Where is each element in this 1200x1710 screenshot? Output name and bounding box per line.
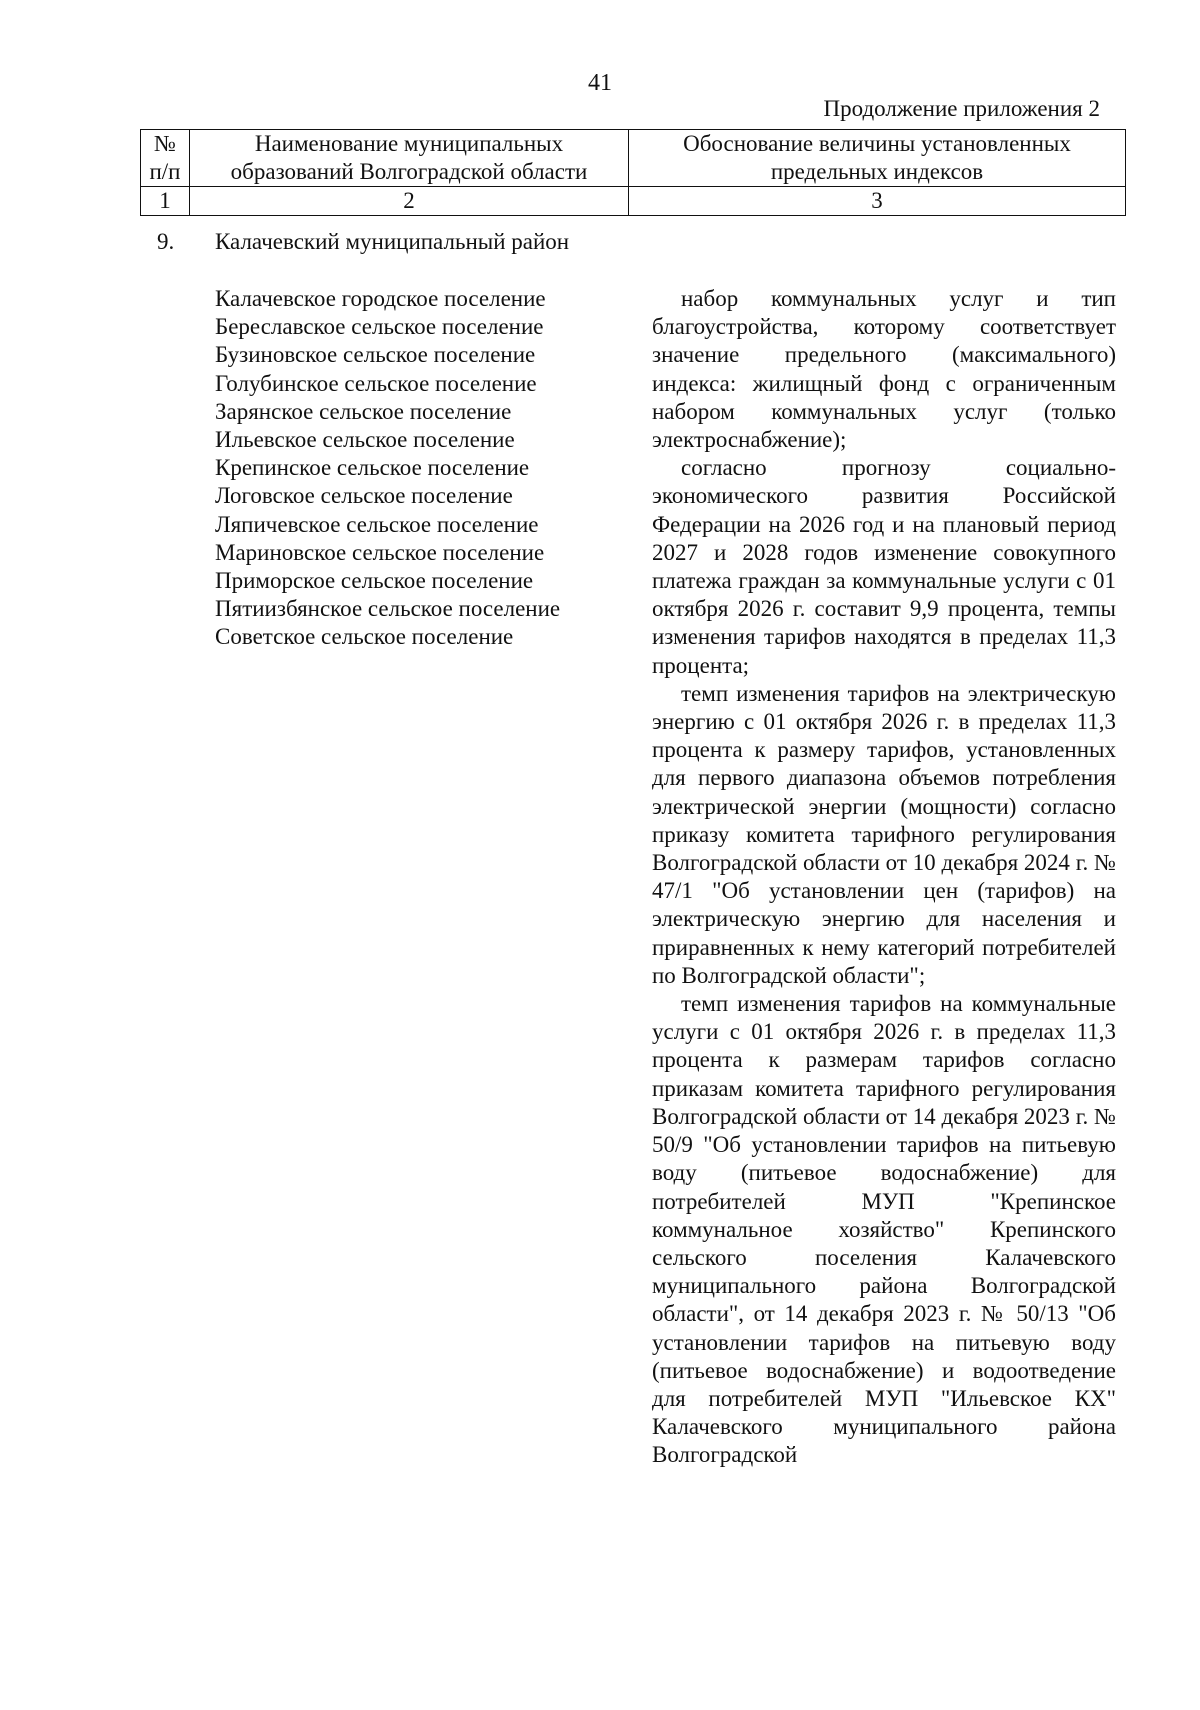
justification-paragraph: согласно прогнозу социально-экономического развития Российской Федерации на 2026 год и на плановый период 2027 и 2028 годов изменение совокупного платежа граждан за коммунальные услуги с 01 октября 2026 г. составит 9,9 процента, темпы изменения тарифов находятся в пределах 11,3 процента;	[652, 455, 1116, 678]
page-number: 41	[588, 70, 612, 96]
list-item: Голубинское сельское поселение	[215, 370, 537, 396]
header-justification-column: Обоснование величины установленных предельных индексов	[629, 130, 1126, 187]
justification-paragraph: темп изменения тарифов на электрическую энергию с 01 октября 2026 г. в пределах 11,3 процента к размеру тарифов, установленных для первого диапазона объемов потребления электрической энергии (мощности) согласно приказу комитета тарифного регулирования Волгоградской области от 10 декабря 2024 г. № 47/1 "Об установлении цен (тарифов) на электрическую энергию для населения и приравненных к нему категорий потребителей по Волгоградской области";	[652, 680, 1116, 988]
table-header	[140, 129, 1126, 216]
list-item: Береславское сельское поселение	[215, 314, 544, 340]
list-item: Ляпичевское сельское поселение	[215, 511, 539, 537]
justification-paragraph: темп изменения тарифов на коммунальные услуги с 01 октября 2026 г. в пределах 11,3 процента к размерам тарифов согласно приказам комитета тарифного регулирования Волгоградской области от 14 декабря 2023 г. № 50/9 "Об установлении тарифов на питьевую воду (питьевое водоснабжение) для потребителей МУП "Крепинское коммунальное хозяйство" Крепинского сельского поселения Калачевского муниципального района Волгоградской области", от 14 декабря 2023 г. № 50/13 "Об установлении тарифов на питьевую воду (питьевое водоснабжение) и водоотведение для потребителей МУП "Ильевское КХ" Калачевского муниципального района Волгоградской	[652, 991, 1116, 1468]
list-item: Приморское сельское поселение	[215, 568, 534, 594]
settlement-list	[215, 285, 560, 652]
list-item: Ильевское сельское поселение	[215, 427, 515, 453]
column-number-1: 1	[141, 187, 190, 216]
list-item: Пятиизбянское сельское поселение	[215, 596, 561, 622]
column-number-2: 2	[190, 187, 629, 216]
list-item: Бузиновское сельское поселение	[215, 342, 536, 368]
appendix-continuation: Продолжение приложения 2	[823, 96, 1100, 121]
justification-text	[652, 285, 1116, 1470]
list-item: Зарянское сельское поселение	[215, 398, 512, 424]
header-number-column: № п/п	[141, 130, 190, 187]
list-item: Мариновское сельское поселение	[215, 539, 545, 565]
section-title: Калачевский муниципальный район	[215, 229, 570, 254]
list-item: Калачевское городское поселение	[215, 286, 546, 311]
section-number: 9.	[157, 229, 175, 254]
list-item: Логовское сельское поселение	[215, 483, 513, 509]
list-item: Советское сельское поселение	[215, 624, 514, 650]
header-name-column: Наименование муниципальных образований Волгоградской области	[190, 130, 629, 187]
justification-paragraph: набор коммунальных услуг и тип благоустройства, которому соответствует значение предельного (максимального) индекса: жилищный фонд с ограниченным набором коммунальных услуг (только электроснабжение);	[652, 286, 1116, 453]
column-number-3: 3	[629, 187, 1126, 216]
list-item: Крепинское сельское поселение	[215, 455, 530, 481]
